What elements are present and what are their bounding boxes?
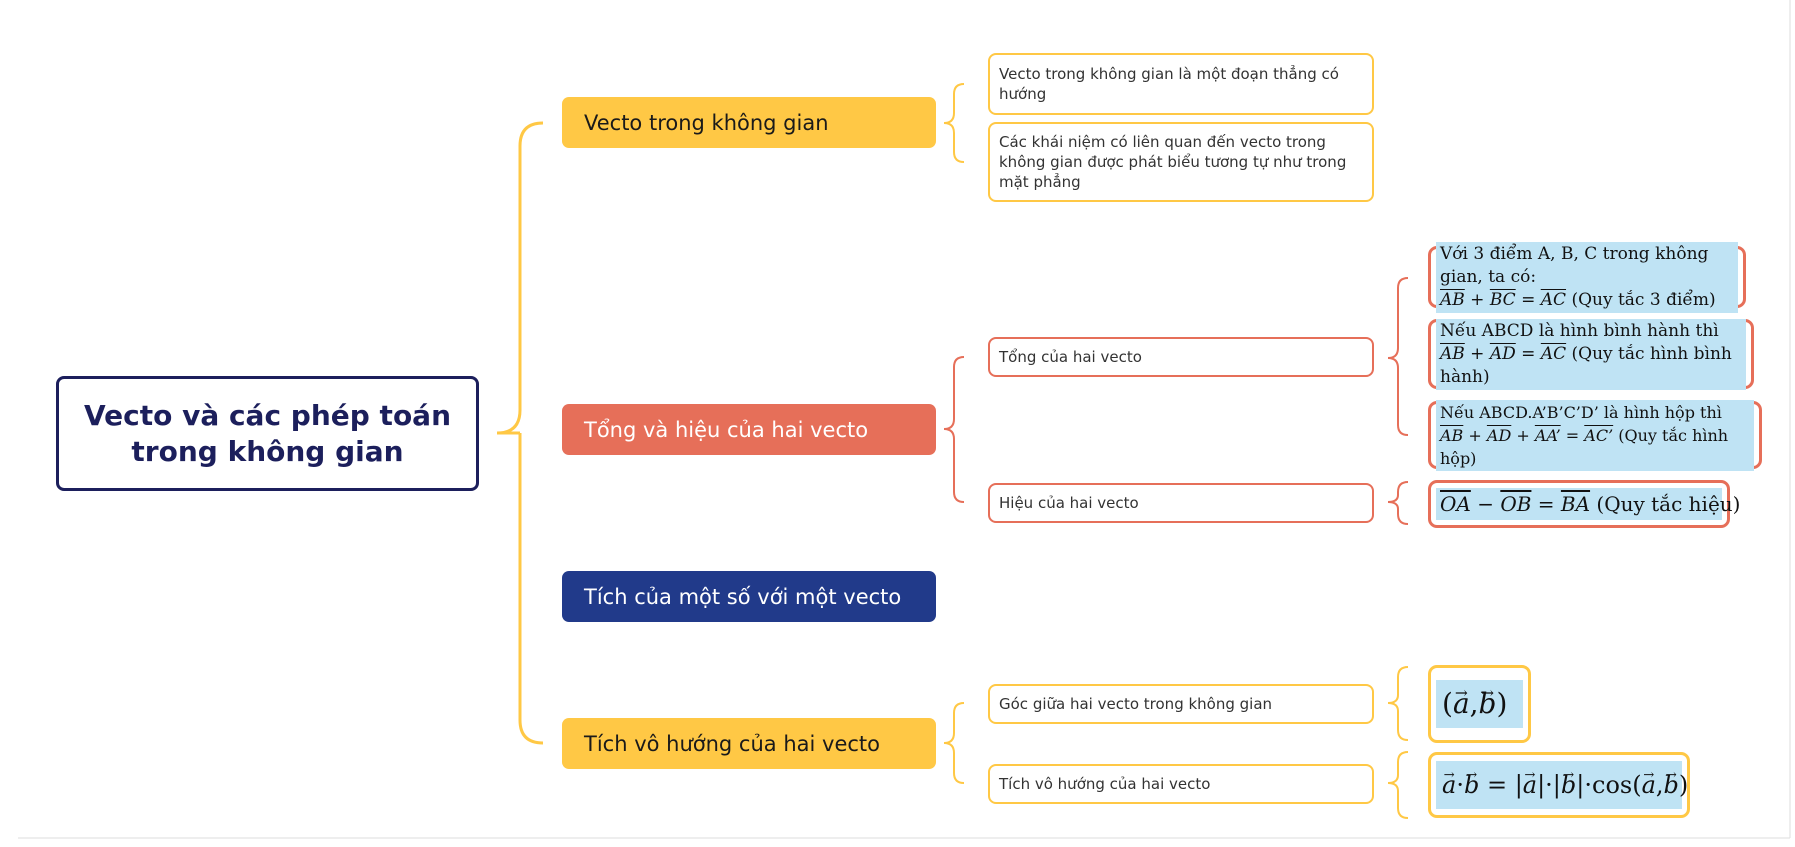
branch-label: Tích vô hướng của hai vecto <box>584 731 880 756</box>
branch-label: Tổng và hiệu của hai vecto <box>584 417 869 442</box>
formula-dot-product[interactable] <box>1428 752 1690 818</box>
vector-term: AC’ <box>1584 425 1614 445</box>
formula-note: (Quy tắc 3 điểm) <box>1571 289 1716 310</box>
leaf-text: Vecto trong không gian là một đoạn thẳng có hướng <box>999 65 1339 103</box>
leaf-text: Góc giữa hai vecto trong không gian <box>999 695 1273 713</box>
formula-body: Với 3 điểm A, B, C trong không gian, ta có: $\overline{AB} + \overline{BC} = \overline{AC}$ (Quy tắc 3 điểm) <box>1436 242 1738 313</box>
vector-term: $\overline{AB}$ <box>1440 343 1465 364</box>
vector-symbol: → b <box>1664 761 1679 809</box>
vector-symbol: → a <box>1442 761 1456 809</box>
leaf-difference[interactable] <box>988 483 1374 523</box>
branch-label: Vecto trong không gian <box>584 110 829 135</box>
leaf-angle[interactable] <box>988 684 1374 724</box>
vector-symbol: → a <box>1523 761 1537 809</box>
branch-vecto-trong-khong-gian[interactable] <box>562 97 936 148</box>
vector-term: AA’ <box>1534 425 1561 445</box>
formula-parallelepiped-rule[interactable] <box>1428 401 1762 469</box>
vector-term: $\overline{BA}$ <box>1560 492 1591 516</box>
formula-body: (→ a,→ b) <box>1436 680 1523 728</box>
vector-term: $\overline{OA}$ <box>1440 492 1471 516</box>
leaf-text: Các khái niệm có liên quan đến vecto trong không gian được phát biểu tương tự như trong mặt phẳng <box>999 133 1347 191</box>
formula-note: (Quy tắc hiệu) <box>1596 492 1741 516</box>
vector-symbol: → b <box>1561 761 1576 809</box>
vector-symbol: → a <box>1453 680 1470 728</box>
vector-symbol: → b <box>1464 761 1479 809</box>
leaf-dot-product[interactable] <box>988 764 1374 804</box>
branch-tich-vo-huong[interactable] <box>562 718 936 769</box>
vector-term: $\overline{AB}$ <box>1440 289 1465 310</box>
formula-body: Nếu ABCD là hình bình hành thì $\overline{AB} + \overline{AD} = \overline{AC}$ (Quy tắc hình bình hành) <box>1436 319 1746 390</box>
leaf-definition[interactable] <box>988 53 1374 115</box>
formula-note: (Quy tắc hình bình hành) <box>1440 343 1732 387</box>
leaf-sum[interactable] <box>988 337 1374 377</box>
vector-term: $\overline{AC}$ <box>1540 343 1567 364</box>
vector-symbol: → b <box>1479 680 1497 728</box>
formula-note: (Quy tắc hình hộp) <box>1440 425 1729 468</box>
formula-intro: Nếu ABCD.A’B’C’D’ là hình hộp thì <box>1440 402 1722 422</box>
vector-term: $\overline{AC}$ <box>1540 289 1567 310</box>
root-title: Vecto và các phép toán trong không gian <box>83 398 452 468</box>
branch-tong-va-hieu[interactable] <box>562 404 936 455</box>
formula-body: Nếu ABCD.A’B’C’D’ là hình hộp thì $\overline{AB} + \overline{AD}$ + AA’ = AC’ (Quy tắc hình hộp) <box>1436 400 1754 471</box>
cos-symbol: cos <box>1592 771 1633 799</box>
leaf-text: Hiệu của hai vecto <box>999 494 1139 512</box>
formula-parallelogram-rule[interactable] <box>1428 319 1754 389</box>
vector-term: $\overline{AD}$ <box>1486 425 1512 445</box>
formula-body: $\overline{OA} - \overline{OB} = \overline{BA}$ (Quy tắc hiệu) <box>1436 488 1722 520</box>
branch-tich-mot-so[interactable] <box>562 571 936 622</box>
vector-term: $\overline{AD}$ <box>1489 343 1516 364</box>
leaf-related-concepts[interactable] <box>988 122 1374 202</box>
vector-term: $\overline{BC}$ <box>1489 289 1516 310</box>
leaf-text: Tích vô hướng của hai vecto <box>999 775 1211 793</box>
formula-body: → a·→ b = |→ a|·|→ b|·cos(→ a,→ b) <box>1436 761 1682 809</box>
leaf-text: Tổng của hai vecto <box>999 348 1142 366</box>
formula-intro: Nếu ABCD là hình bình hành thì <box>1440 320 1719 341</box>
formula-angle[interactable] <box>1428 665 1531 743</box>
formula-three-point-rule[interactable] <box>1428 243 1746 310</box>
vector-term: $\overline{OB}$ <box>1500 492 1532 516</box>
vector-term: $\overline{AB}$ <box>1440 425 1464 445</box>
formula-difference-rule[interactable] <box>1428 480 1741 528</box>
root-node[interactable] <box>56 376 479 491</box>
vector-symbol: → a <box>1642 761 1656 809</box>
branch-label: Tích của một số với một vecto <box>584 584 902 609</box>
formula-intro: Với 3 điểm A, B, C trong không gian, ta có: <box>1440 243 1709 287</box>
